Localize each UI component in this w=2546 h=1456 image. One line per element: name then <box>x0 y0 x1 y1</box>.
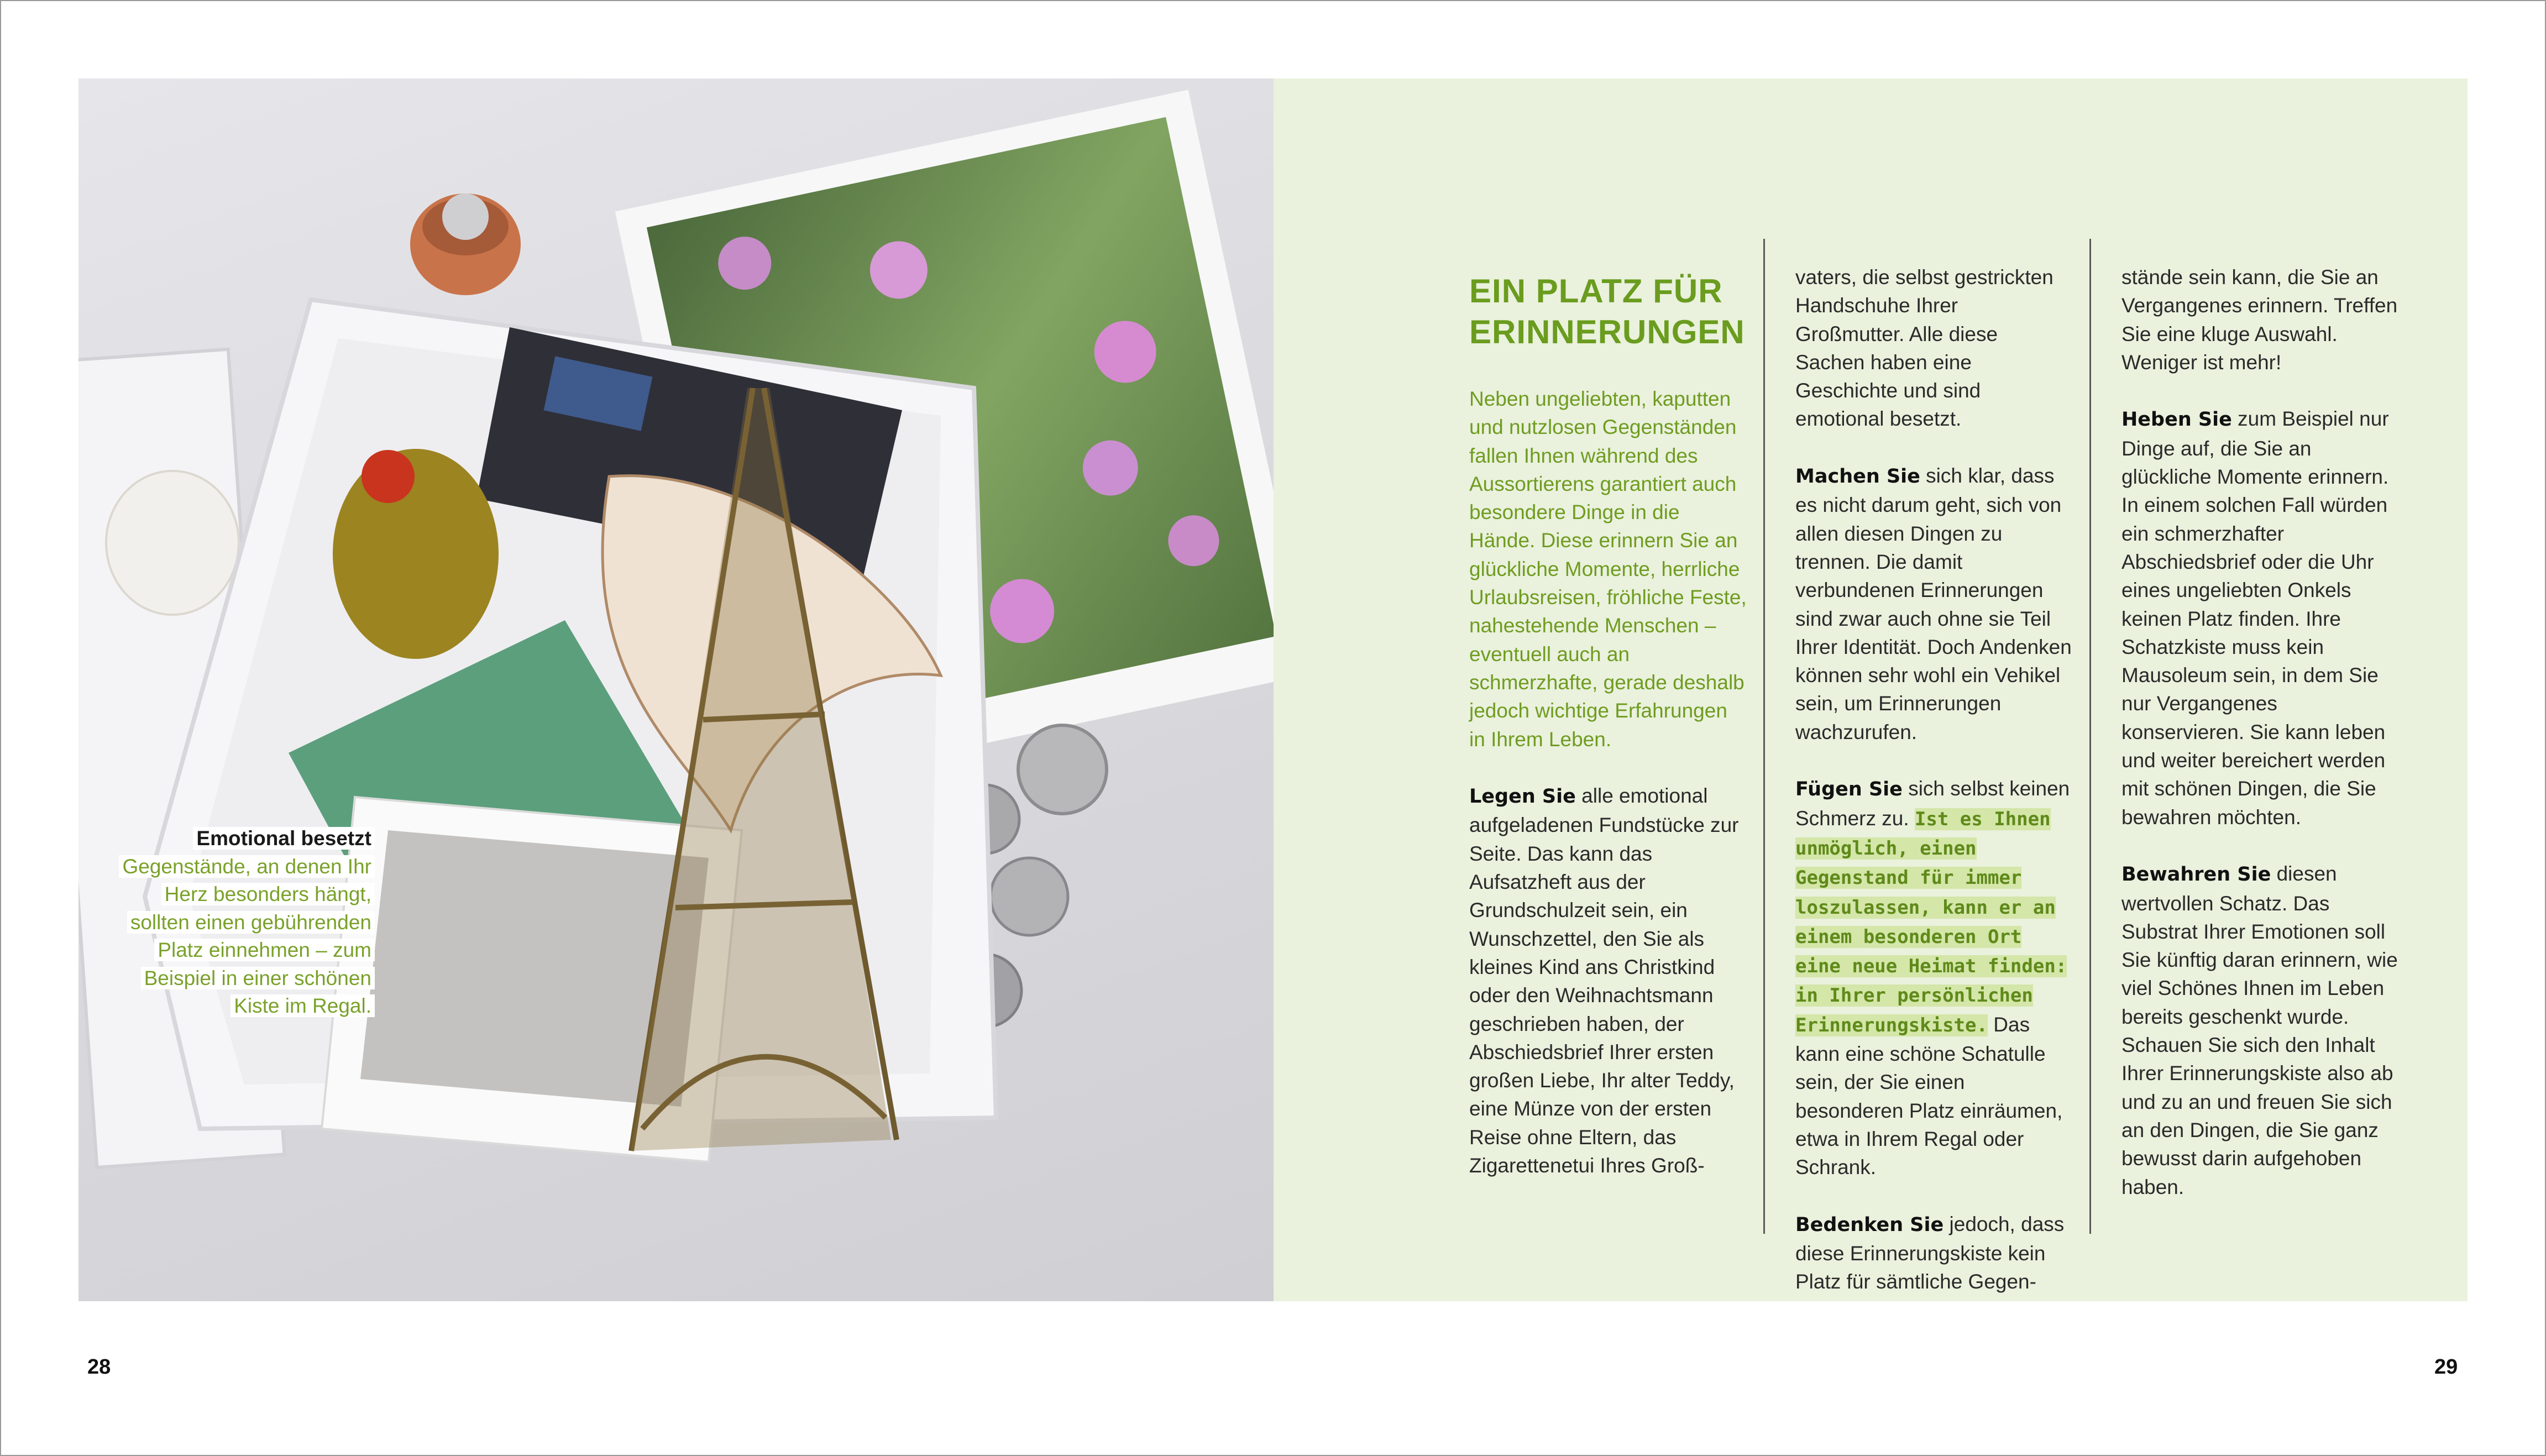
paragraph <box>1469 782 1747 1180</box>
text-column-1 <box>1469 385 1747 1208</box>
paragraph <box>2121 405 2398 831</box>
run-in-heading: Machen Sie <box>1795 465 1920 488</box>
column-rule-1 <box>1763 239 1765 1234</box>
paragraph: vaters, die selbst gestrickten Handschuhe Ihrer Großmutter. Alle diese Sachen haben eine Geschichte und sind emotional besetzt. <box>1795 266 2053 431</box>
highlighted-text: Ist es Ihnen unmöglich, einen Gegenstand für immer loszulassen, kann er an einem besonderen Ort eine neue Heimat finden: in Ihrer persönlichen Erinnerungskiste. <box>1795 808 2067 1036</box>
paragraph <box>1795 462 2072 746</box>
run-in-heading: Heben Sie <box>2121 408 2232 431</box>
paragraph-text: diesen wertvollen Schatz. Das Substrat Ihrer Emotionen soll Sie künftig daran erinnern, wie viel Schönes Ihnen im Leben bereits geschenkt wurde. Schauen Sie sich den Inhalt Ihrer Erinnerungskiste also ab und zu an und freuen Sie sich an den Dingen, die Sie ganz bewusst darin aufgehoben haben. <box>2121 862 2398 1198</box>
paragraph-text: zum Beispiel nur Dinge auf, die Sie an glückliche Momente erinnern. In einem solchen Fall würden ein schmerzhafter Abschiedsbrief oder die Uhr eines ungeliebten Onkels keinen Platz finden. Ihre Schatzkiste muss kein Mausoleum sein, in dem Sie nur Vergangenes konservieren. Sie kann leben und weiter bereichert werden mit schönen Dingen, die Sie bewahren möchten. <box>2121 407 2389 829</box>
paragraph: stände sein kann, die Sie an Vergangenes erinnern. Treffen Sie eine kluge Auswahl. Weniger ist mehr! <box>2121 266 2398 374</box>
paragraph-text: jedoch, dass diese Erinnerungskiste kein Platz für sämtliche Gegen- <box>1795 1212 2065 1293</box>
paragraph <box>2121 860 2398 1201</box>
run-in-heading: Legen Sie <box>1469 785 1576 808</box>
paragraph-text: Das kann eine schöne Schatulle sein, der Sie einen besonderen Platz einräumen, etwa in Ihrem Regal oder Schrank. <box>1795 1013 2063 1179</box>
paragraph-text: sich klar, dass es nicht darum geht, sich von allen diesen Dingen zu trennen. Die damit verbundenen Erinnerungen sind zwar auch ohne sie Teil Ihrer Identität. Doch Andenken können sehr wohl ein Vehikel sein, um Erinnerungen wachzurufen. <box>1795 464 2072 743</box>
paragraph-text: sich selbst keinen Schmerz zu. <box>1795 777 2070 830</box>
photo-illustration <box>78 78 1274 1301</box>
run-in-heading: Bedenken Sie <box>1795 1213 1944 1236</box>
paragraph-text: alle emotional aufgeladenen Fundstücke zur Seite. Das kann das Aufsatzheft aus der Grundschulzeit sein, ein Wunschzettel, den Sie als kleines Kind ans Christkind oder den Weihnachtsmann geschrieben haben, der Abschiedsbrief Ihrer ersten großen Liebe, Ihr alter Teddy, eine Münze von der ersten Reise ohne Eltern, das Zigarettenetui Ihres Groß- <box>1469 784 1739 1177</box>
text-column-2 <box>1795 263 2072 1324</box>
column-rule-2 <box>2089 239 2091 1234</box>
lead-paragraph: Neben ungeliebten, kaputten und nutzlosen Gegenständen fallen Ihnen während des Aussortierens garantiert auch besondere Dinge in die Hände. Diese erinnern Sie an glückliche Momente, herrliche Urlaubsreisen, fröhliche Feste, nahestehende Menschen – eventuell auch an schmerzhafte, gerade deshalb jedoch wichtige Erfahrungen in Ihrem Leben. <box>1469 387 1747 751</box>
paragraph <box>1795 774 2072 1181</box>
run-in-heading: Bewahren Sie <box>2121 863 2271 886</box>
photo-caption <box>108 825 375 1020</box>
caption-text: Gegenstände, an denen Ihr Herz besonders hängt, sollten einen gebührenden Platz einnehmen – zum Beispiel in einer schönen Kiste im Regal. <box>119 855 375 1018</box>
page-number-left: 28 <box>87 1355 111 1379</box>
paragraph <box>1795 1210 2072 1296</box>
article-heading: EIN PLATZ FÜR ERINNERUNGEN <box>1469 273 1745 350</box>
text-column-3 <box>2121 263 2398 1229</box>
caption-title: Emotional besetzt <box>193 827 375 850</box>
run-in-heading: Fügen Sie <box>1795 778 1903 801</box>
page-number-right: 29 <box>2434 1355 2458 1379</box>
memory-box-photo <box>78 78 1274 1301</box>
